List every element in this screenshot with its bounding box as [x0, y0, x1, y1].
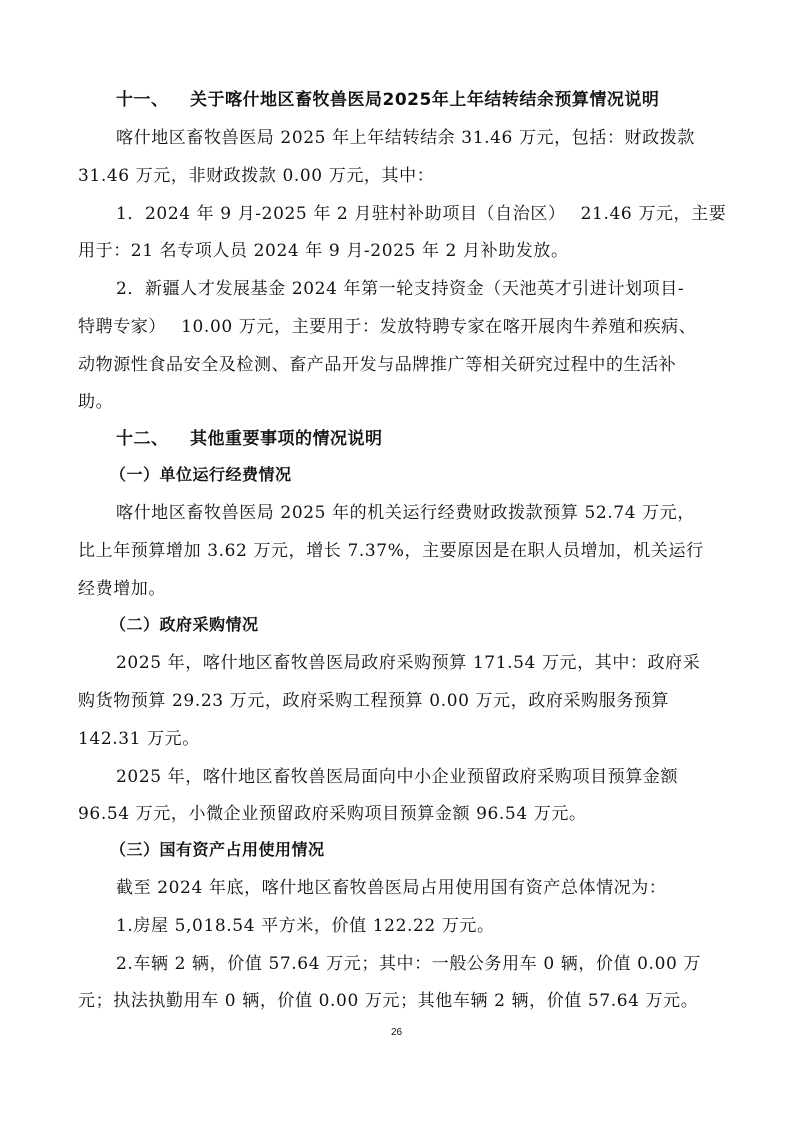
page-number: 26	[390, 1027, 403, 1038]
subsection-1-line: 比上年预算增加 3.62 万元，增长 7.37%，主要原因是在职人员增加，机关运行	[78, 541, 704, 561]
section-11-line: 31.46 万元，非财政拨款 0.00 万元，其中：	[78, 166, 435, 186]
section-11-number: 十一、	[116, 90, 169, 110]
section-11-line: 喀什地区畜牧兽医局 2025 年上年结转结余 31.46 万元，包括：财政拨款	[116, 128, 695, 148]
subsection-3-line: 2.车辆 2 辆，价值 57.64 万元；其中：一般公务用车 0 辆，价值 0.00 万	[116, 954, 701, 974]
section-11-line: 2．新疆人才发展基金 2024 年第一轮支持资金（天池英才引进计划项目-	[116, 279, 685, 299]
section-11-title: 关于喀什地区畜牧兽医局2025年上年结转结余预算情况说明	[190, 90, 660, 110]
section-12-heading	[116, 428, 383, 450]
section-11-heading	[116, 89, 659, 111]
subsection-3-line: 元；执法执勤用车 0 辆，价值 0.00 万元；其他车辆 2 辆，价值 57.64 万元。	[78, 991, 699, 1011]
subsection-2-line: 142.31 万元。	[78, 729, 200, 749]
subsection-2-title: （二）政府采购情况	[110, 615, 259, 634]
subsection-3-line: 1.房屋 5,018.54 平方米，价值 122.22 万元。	[116, 916, 495, 936]
subsection-2-line: 96.54 万元，小微企业预留政府采购项目预算金额 96.54 万元。	[78, 804, 587, 824]
subsection-2-line: 购货物预算 29.23 万元，政府采购工程预算 0.00 万元，政府采购服务预算	[78, 691, 670, 711]
section-11-line: 1．2024 年 9 月-2025 年 2 月驻村补助项目（自治区） 21.46 万元，主要	[116, 204, 727, 224]
section-12-title: 其他重要事项的情况说明	[190, 429, 383, 449]
subsection-1-line: 经费增加。	[78, 579, 166, 599]
section-12-number: 十二、	[116, 429, 169, 449]
subsection-2-line: 2025 年，喀什地区畜牧兽医局面向中小企业预留政府采购项目预算金额	[116, 767, 679, 787]
section-11-line: 特聘专家） 10.00 万元，主要用于：发放特聘专家在喀开展肉牛养殖和疾病、	[78, 317, 697, 337]
subsection-3-title: （三）国有资产占用使用情况	[110, 840, 325, 859]
subsection-1-line: 喀什地区畜牧兽医局 2025 年的机关运行经费财政拨款预算 52.74 万元，	[116, 503, 695, 523]
subsection-2-line: 2025 年，喀什地区畜牧兽医局政府采购预算 171.54 万元，其中：政府采	[116, 653, 701, 673]
section-11-line: 用于：21 名专项人员 2024 年 9 月-2025 年 2 月补助发放。	[78, 241, 569, 261]
subsection-3-line: 截至 2024 年底，喀什地区畜牧兽医局占用使用国有资产总体情况为：	[116, 878, 667, 898]
section-11-line: 动物源性食品安全及检测、畜产品开发与品牌推广等相关研究过程中的生活补	[78, 355, 677, 375]
section-11-line: 助。	[78, 392, 114, 412]
subsection-1-title: （一）单位运行经费情况	[110, 465, 292, 484]
